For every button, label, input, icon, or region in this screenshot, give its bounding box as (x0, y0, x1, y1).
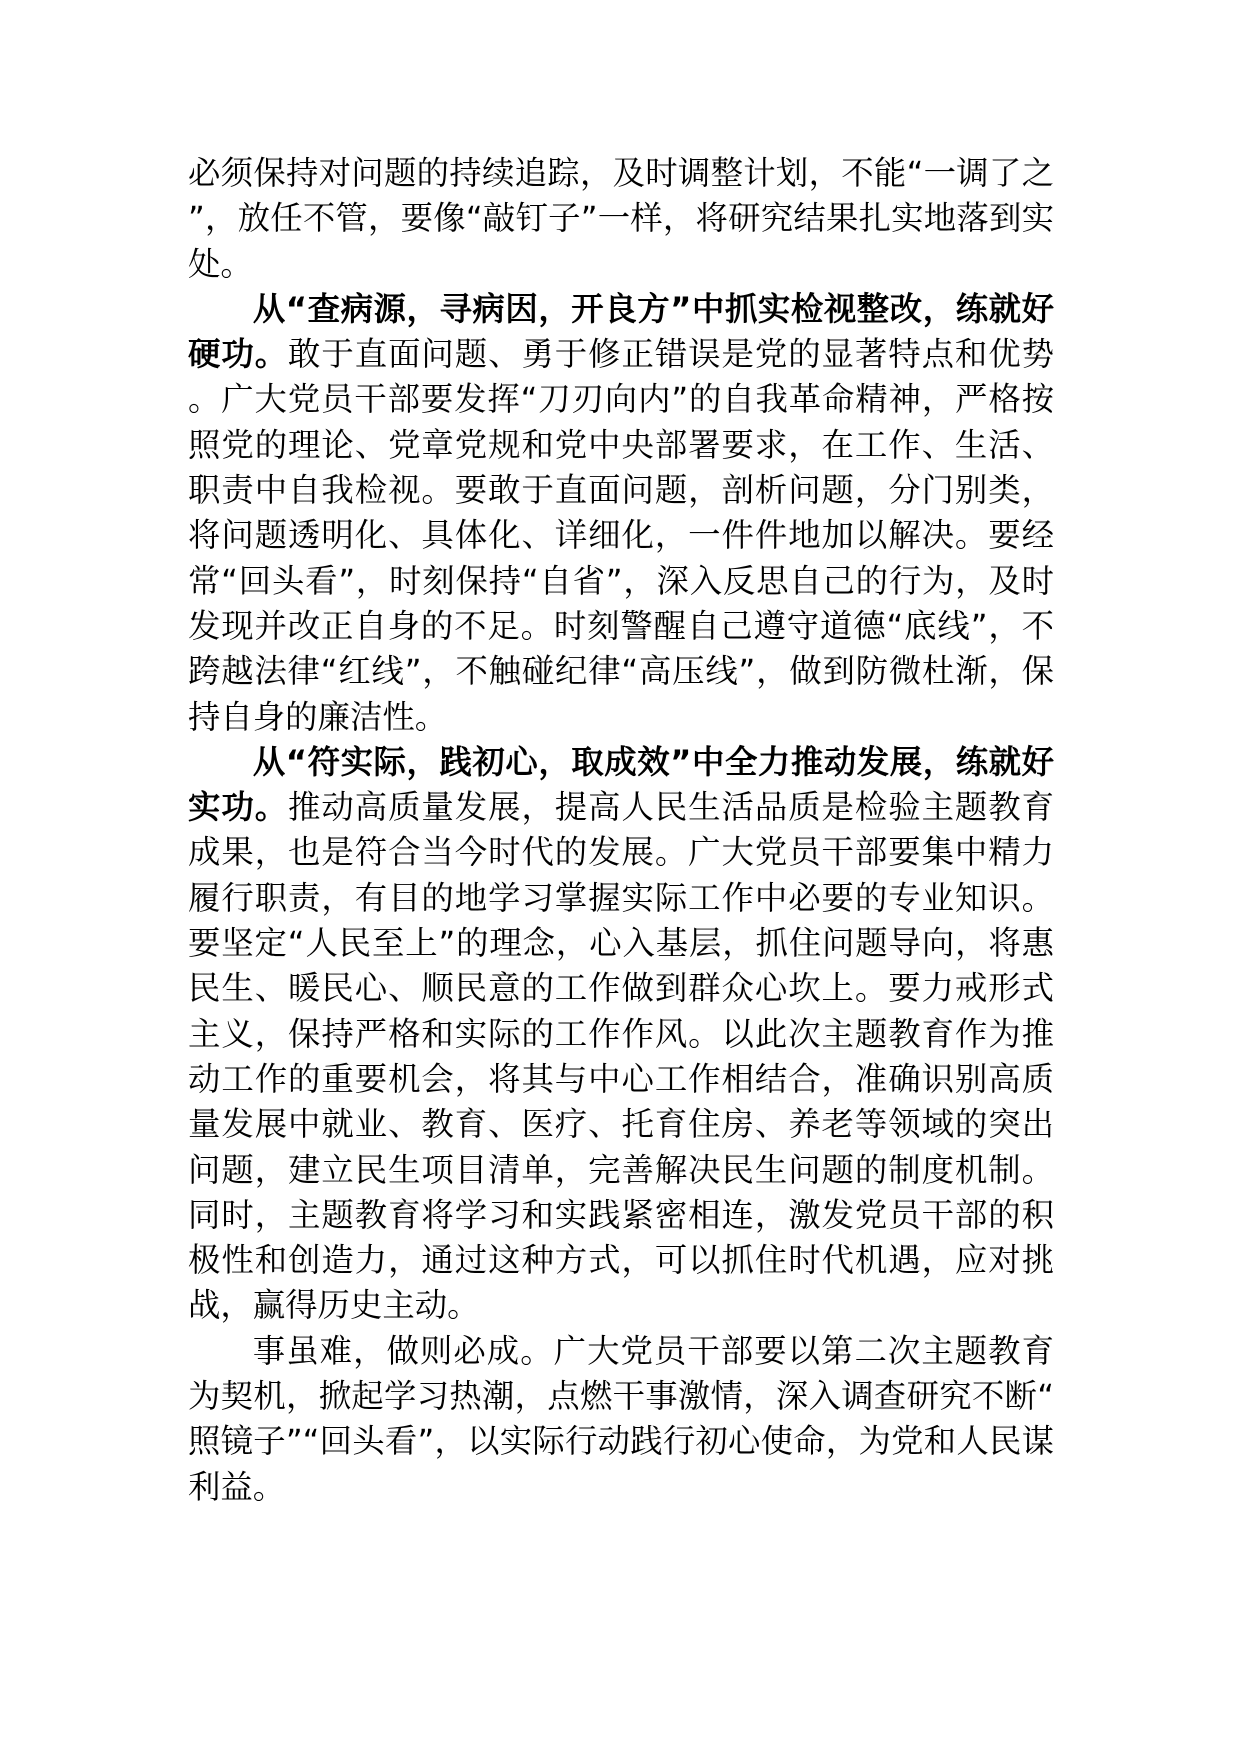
paragraph-3-lead: 从“符实际，践初心，取成效”中全力推动发展，练就好实功。 (188, 742, 1054, 827)
paragraph-1-text: 必须保持对问题的持续追踪，及时调整计划，不能“一调了之”，放任不管，要像“敲钉子”一样，将研究结果扎实地落到实处。 (188, 154, 1054, 283)
paragraph-promote-development (188, 740, 1054, 1329)
paragraph-conclusion (188, 1329, 1054, 1510)
paragraph-2-lead: 从“查病源，寻病因，开良方”中抓实检视整改，练就好硬功。 (188, 289, 1054, 374)
paragraph-4-text: 事虽难，做则必成。广大党员干部要以第二次主题教育为契机，掀起学习热潮，点燃干事激情，深入调查研究不断“照镜子”“回头看”，以实际行动践行初心使命，为党和人民谋利益。 (188, 1331, 1054, 1506)
paragraph-continuation (188, 151, 1054, 287)
paragraph-inspection-rectification (188, 287, 1054, 740)
paragraph-3-text: 推动高质量发展，提高人民生活品质是检验主题教育成果，也是符合当今时代的发展。广大党员干部要集中精力履行职责，有目的地学习掌握实际工作中必要的专业知识。要坚定“人民至上”的理念，心入基层，抓住问题导向，将惠民生、暖民心、顺民意的工作做到群众心坎上。要力戒形式主义，保持严格和实际的工作作风。以此次主题教育作为推动工作的重要机会，将其与中心工作相结合，准确识别高质量发展中就业、教育、医疗、托育住房、养老等领域的突出问题，建立民生项目清单，完善解决民生问题的制度机制。同时，主题教育将学习和实践紧密相连，激发党员干部的积极性和创造力，通过这种方式，可以抓住时代机遇，应对挑战，赢得历史主动。 (188, 788, 1055, 1325)
document-page (188, 151, 1054, 1510)
paragraph-2-text: 敢于直面问题、勇于修正错误是党的显著特点和优势。广大党员干部要发挥“刀刃向内”的自我革命精神，严格按照党的理论、党章党规和党中央部署要求，在工作、生活、职责中自我检视。要敢于直面问题，剖析问题，分门别类，将问题透明化、具体化、详细化，一件件地加以解决。要经常“回头看”，时刻保持“自省”，深入反思自己的行为，及时发现并改正自身的不足。时刻警醒自己遵守道德“底线”，不跨越法律“红线”，不触碰纪律“高压线”，做到防微杜渐，保持自身的廉洁性。 (188, 335, 1055, 736)
